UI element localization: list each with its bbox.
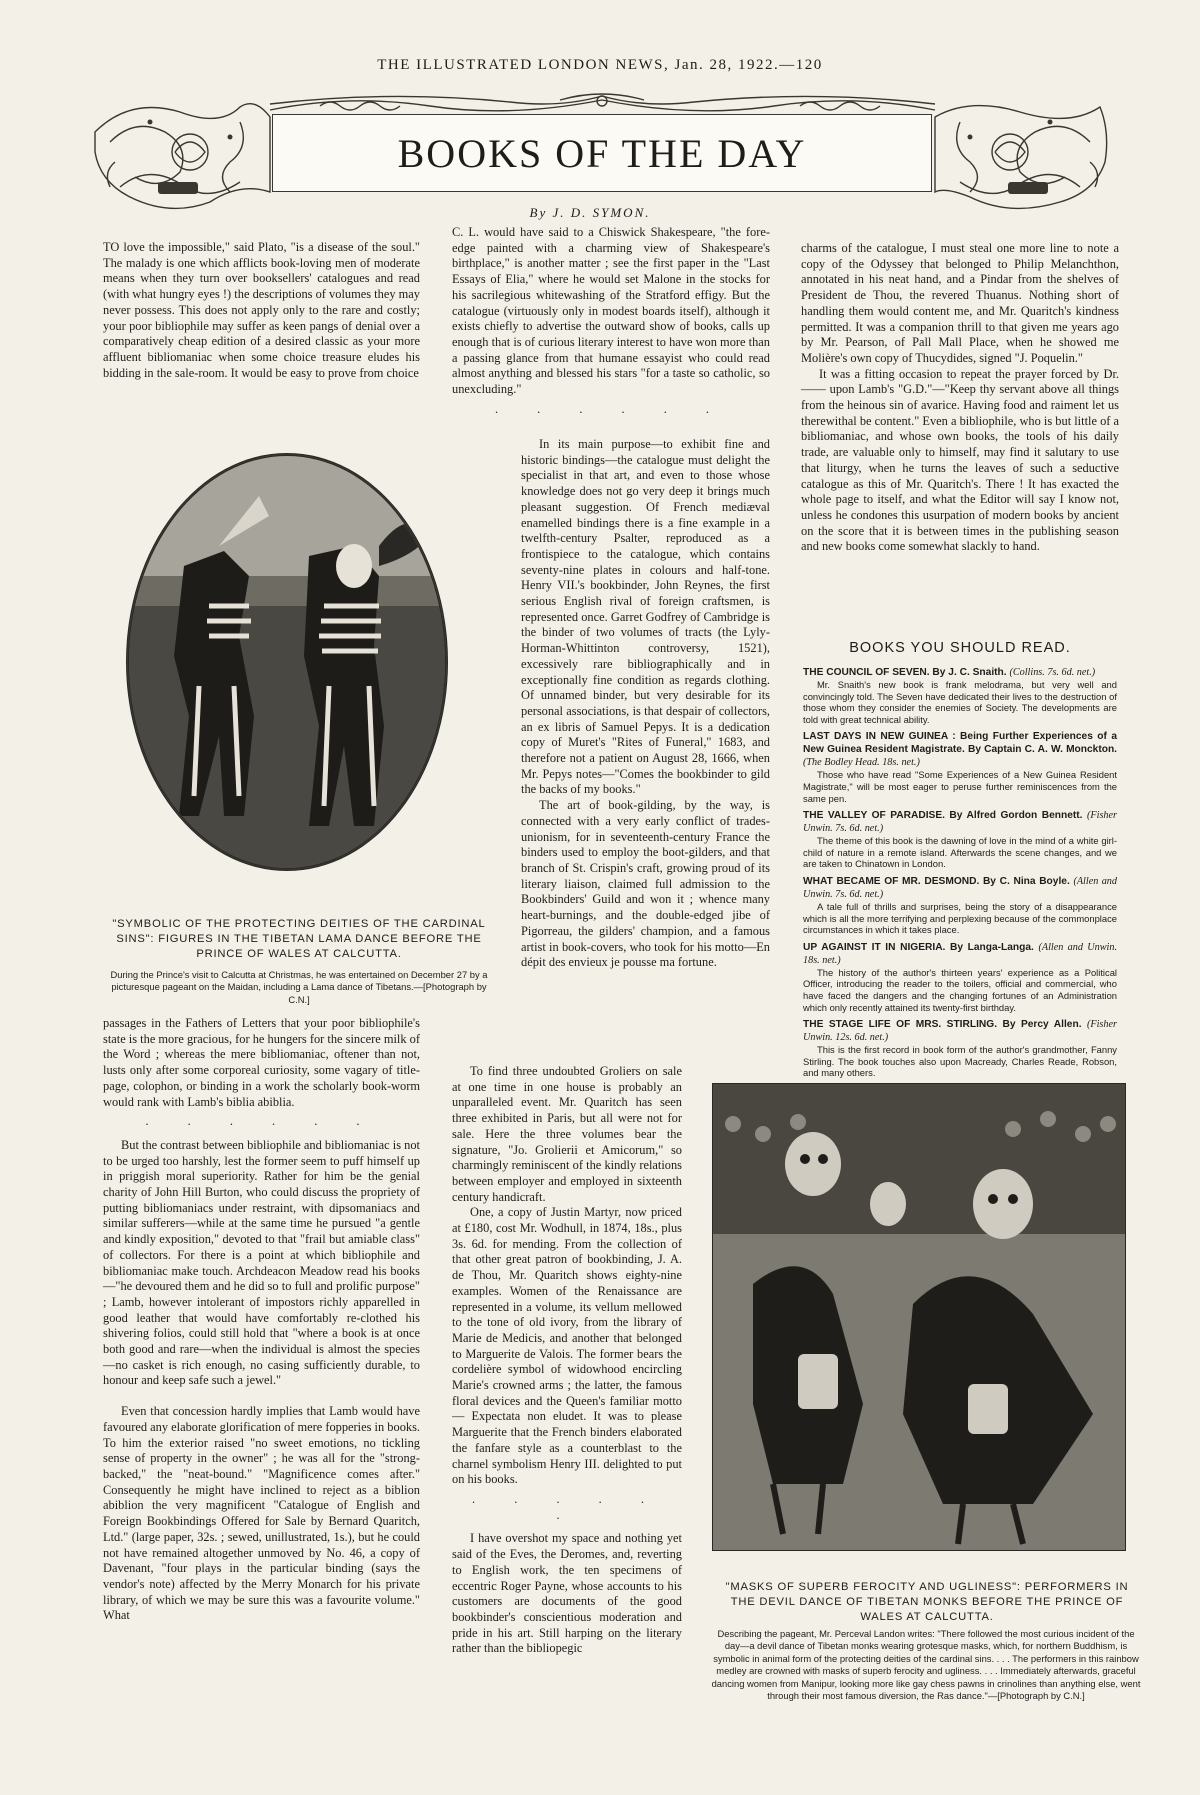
running-head: THE ILLUSTRATED LONDON NEWS, Jan. 28, 1922.—120 — [377, 57, 823, 73]
paragraph: To find three undoubted Groliers on sale at one time in one house is probably an unparalleled event. Mr. Quaritch has seen three exhibited in Paris, but all were not for sale. Here the three volumes bear the signature, "Jo. Grolierii et Amicorum," so charmingly reminiscent of the kindly relations between employer and employed in sixteenth century handicraft. — [452, 1064, 682, 1204]
photo-2-caption-title: "MASKS OF SUPERB FEROCITY AND UGLINESS": PERFORMERS IN THE DEVIL DANCE OF TIBETAN MONKS BEFORE THE PRINCE OF WALES AT CALCUTTA. — [725, 1581, 1129, 1623]
book-publisher: (Fisher Unwin. 12s. 6d. net.) — [803, 1019, 1117, 1044]
book-list — [803, 666, 1117, 1084]
book-title: THE COUNCIL OF SEVEN. By J. C. Snaith. — [803, 667, 1007, 678]
paragraph: It was a fitting occasion to repeat the prayer forced by Dr. —— upon Lamb's "G.D."—"Keep thy servant above all things from the heinous sin of avarice. Having food and raiment let us therewithal be content." Even a bibliophile, who is but little of a bibliomaniac, and whose own books, the tools of his daily trade, are valuable only to himself, may find it salutary to use that liturgy, when he turns the leaves of such a seductive catalogue as this of Mr. Quaritch's. There ! It has exacted the whole page to itself, and what the Editor will say I know not, unless he condones this usurpation of modern books by ancient on the score that it is between times in the publishing season and new books come somewhat slackly to hand. — [801, 366, 1119, 554]
photo-1-caption-title: "SYMBOLIC OF THE PROTECTING DEITIES OF THE CARDINAL SINS": FIGURES IN THE TIBETAN LAMA DANCE BEFORE THE PRINCE OF WALES AT CALCUTTA. — [112, 918, 486, 960]
book-publisher: (Allen and Unwin. 18s. net.) — [803, 941, 1117, 966]
sidebar-heading: BOOKS YOU SHOULD READ. — [849, 640, 1071, 656]
book-title: WHAT BECAME OF MR. DESMOND. By C. Nina Boyle. — [803, 875, 1070, 887]
book-entry — [803, 809, 1117, 870]
paragraph: C. L. would have said to a Chiswick Shakespeare, "the fore-edge painted with a charming view of Shakespeare's birthplace," is another matter ; see the first paper in the "Last Essays of Elia," where he would set Malone in the stocks for his sacrilegious whitewashing of the Stratford effigy. But the catalogue (virtuously only in modest boards itself), although it exists chiefly to advertise the outward show of books, calls up enough that is of curious literary interest to have won more than a passing glance from that humane essayist who could read almost anything and blessed his stars "for a taste so catholic, so unexcluding." — [452, 225, 770, 397]
book-entry — [803, 941, 1117, 1013]
paragraph: One, a copy of Justin Martyr, now priced at £180, cost Mr. Wodhull, in 1874, 18s., plus 3s. 6d. for mending. From the collection of that other great patron of bookbinding, J. A. de Thou, Mr. Quaritch shows eighty-nine examples. Women of the Renaissance are represented in a volume, its vellum mellowed to the tone of old ivory, from the library of Marie de Medicis, and another that belonged to Marguerite de Valois. The former bears the cordelière symbol of widowhood encircling Marie's crowned arms ; the latter, the famous floral devices and the Queen's familiar motto — Expectata non eludet. It was to please Marguerite that the French binders elaborated the fanfare style as a counterblast to the charnel symbolism Henry III. delighted to put on his books. — [452, 1205, 682, 1487]
devil-dance-photo — [712, 1083, 1126, 1551]
book-title: THE STAGE LIFE OF MRS. STIRLING. By Percy Allen. — [803, 1019, 1082, 1031]
book-description: Mr. Snaith's new book is frank melodrama, but very well and convincingly told. The Seven have dedicated their lives to the destruction of those whom they consider the enemies of Society. The developments are told with great technical ability. — [803, 679, 1117, 725]
book-publisher: (Fisher Unwin. 7s. 6d. net.) — [803, 810, 1117, 835]
lama-dance-photo — [126, 453, 448, 871]
column-2-bottom — [452, 1064, 682, 1657]
photo-1-caption-body: During the Prince's visit to Calcutta at Christmas, he was entertained on December 27 by a picturesque pageant on the Maidan, including a Lama dance of Tibetans.—[Photograph by C.N.] — [110, 969, 488, 1005]
opening-paragraph: TO love the impossible," said Plato, "is a disease of the soul." The malady is one which afflicts book-loving men of moderate means when they turn over booksellers' catalogues and read (with what hungry eyes !) the descriptions of volumes they may never possess. This does not apply only to the rare and costly; your poor bibliophile may suffer as keen pangs of denial over a comparatively cheap edition of a desired classic as your more affluent bibliomaniac when some choice treasure eludes his bidding in the sale-room. It would be easy to prove from choice — [103, 240, 420, 380]
book-description: The history of the author's thirteen years' experience as a Political Officer, introducing the reader to the toilers, official and commercial, who have faced the dangers and the changing fortunes of an Administration which only recently attained its twenty-first birthday. — [803, 966, 1117, 1013]
column-1-bottom — [103, 1016, 420, 1624]
book-description: Those who have read "Some Experiences of a New Guinea Resident Magistrate," will be most eager to peruse further reminiscences from the same pen. — [803, 769, 1117, 804]
devil-dance-illustration — [713, 1084, 1125, 1550]
book-entry — [803, 875, 1117, 936]
paragraph: But the contrast between bibliophile and bibliomaniac is not to be urged too harshly, lest the former seem to puff himself up in priggish moral superiority. Rather for him be the genial charity of John Hill Burton, who could discuss the propriety of putting bibliomaniacs under restraint, with dipsomaniacs and similar sufferers—while at the same time he pursued "a gentle and kindly exposition," devoted to that "frail but amiable class" of collectors. For there is a point at which bibliophile and bibliomaniac make touch. Archdeacon Meadow read his books—"he devoured them and he did so to full and prolific purpose" ; Lamb, however intolerant of impostors richly apparelled in good leather that would have comfortably re-clothed his shivering folios, could still hold that "where a book is at once both good and rare—when the individual is almost the species—no casket is rich enough, no casing sufficiently durable, to honour and keep safe such a jewel." — [103, 1137, 420, 1388]
section-break: . . . . . . — [145, 1114, 378, 1129]
section-break: . . . . . . — [472, 1491, 662, 1522]
ornamental-banner — [90, 92, 1115, 222]
paragraph: Even that concession hardly implies that Lamb would have favoured any elaborate glorification of mere fopperies in books. To him the exterior raised "no sweet emotions, no tickling sense of property in the owner" ; he was all for the "strong-backed," the "neat-bound." "Magnificence comes after." Consequently he might have inclined to reject as a biblion abiblion the very magnificent "Catalogue of English and Foreign Bookbindings Offered for Sale by Bernard Quaritch, Ltd." (large paper, 32s. ; sewed, unillustrated, 1s.), but he could not have remained altogether unmoved by No. 46, a copy of Davenant, "four plays in the particular binding (says the vendor's note) affected by the Merry Monarch for his private library, of which we may be sure this was a favourite volume." What — [103, 1404, 420, 1623]
column-2-top — [452, 225, 770, 425]
book-description: This is the first record in book form of the author's grandmother, Fanny Stirling. The book touches also upon Macready, Charles Reade, Robson, and many others. — [803, 1044, 1117, 1079]
book-publisher: (Collins. 7s. 6d. net.) — [1009, 667, 1096, 678]
photo-2-caption-body: Describing the pageant, Mr. Perceval Landon writes: "There followed the most curious incident of the day—a devil dance of Tibetan monks wearing grotesque masks, which, for northern Buddhism, is symbolic in animal form of the protecting deities of the cardinal sins. . . . The performers in this rainbow medley are crowned with masks of superb ferocity and ugliness. . . . Immediately afterwards, graceful dancing women from Manipur, looking more like gay chess pawns in crinolines than anything else, went through their most famous diversion, the Ras dance."—[Photograph by C.N.] — [711, 1628, 1141, 1702]
column-3-top — [801, 241, 1119, 555]
book-entry — [803, 730, 1117, 804]
lama-dance-illustration — [129, 456, 445, 868]
column-1-top — [103, 240, 420, 381]
book-publisher: (Allen and Unwin. 7s. 6d. net.) — [803, 875, 1117, 900]
book-entry — [803, 1018, 1117, 1079]
book-title: THE VALLEY OF PARADISE. By Alfred Gordon Bennett. — [803, 810, 1083, 822]
book-publisher: (The Bodley Head. 18s. net.) — [803, 757, 920, 769]
paragraph: The art of book-gilding, by the way, is connected with a very early conflict of trades-unionism, for in seventeenth-century France the binders used to employ the boot-gilders, and that branch of St. Crispin's craft, growing proud of its literary liaison, claimed full admission to the Bookbinders' Guild and won it ; whence many heart-burnings, and the double-edged jibe of Pigorreau, the gilders' champion, and a famous artist in book-covers, who took for his motto—En dépit des envieux je pousse ma fortune. — [521, 798, 770, 970]
book-description: The theme of this book is the dawning of love in the mind of a white girl-child of nature in a remote island. Afterwards the scene changes, and we are taken to Chinatown in London. — [803, 835, 1117, 870]
paragraph: I have overshot my space and nothing yet said of the Eves, the Deromes, and, reverting to English work, the ten specimens of eccentric Roger Payne, whose accounts to his customers are documents of the good bookbinder's conscientious moderation and pride in his art. Still harping on the literary rather than the bibliopegic — [452, 1531, 682, 1656]
section-break: . . . . . . — [494, 401, 728, 416]
book-description: A tale full of thrills and surprises, being the story of a disappearance which is all the more terrifying and perplexing because of the commonplace circumstances in which it takes place. — [803, 900, 1117, 936]
book-entry — [803, 666, 1117, 725]
book-title: UP AGAINST IT IN NIGERIA. By Langa-Langa. — [803, 941, 1034, 953]
paragraph: charms of the catalogue, I must steal one more line to note a copy of the Odyssey that belonged to Philip Melanchthon, annotated in his neat hand, and a Pindar from the shelves of President de Thou, the revered Thuanus. Nothing short of handling them would content me, and Mr. Quaritch's kindness permitted. It was a companion thrill to that given me years ago by Mr. Pearson, of Pall Mall Place, when he showed me Molière's own copy of Thucydides, signed "J. Poquelin." — [801, 241, 1119, 365]
page-title: BOOKS OF THE DAY — [272, 114, 932, 192]
byline: By J. D. SYMON. — [529, 205, 651, 220]
paragraph: In its main purpose—to exhibit fine and historic bindings—the catalogue must delight the specialist in that art, and even to those whose knowledge does not go very deep it brings much pleasant suggestion. Of French mediæval enamelled bindings there is a fine example in a twelfth-century Psalter, reproduced as a frontispiece to the catalogue, which contains seventy-nine plates in colours and half-tone. Henry VII.'s bookbinder, John Reynes, the first serious English rival of foreign craftsmen, is represented once. Garret Godfrey of Cambridge is the binder of two volumes of tracts (the Lyly-Horman-Whittinton controversy, 1521), excessively rare bibliographically and in exceptionally fine condition as regards clothing. Of unnamed binder, but very desirable for its personal associations, is that despair of collectors, an ex libris of Samuel Pepys. It is a dedication copy of Muret's "Rites of Funeral," 1683, and therefore not a patient on August 28, 1666, when Mr. Pepys notes—"Comes the bookbinder to gild the backs of my books." — [521, 437, 770, 797]
column-2-middle — [521, 437, 770, 971]
paragraph: passages in the Fathers of Letters that your poor bibliophile's state is the more gracious, for he hungers for the sincere milk of the Word ; whereas the mere bibliomaniac, oftener than not, lusts only after some corporeal curiosity, some vagary of title-page, colophon, or binding in a work the scholarly book-worm would rank with Lamb's biblia abiblia. — [103, 1016, 420, 1109]
book-title: LAST DAYS IN NEW GUINEA : Being Further Experiences of a New Guinea Resident Magistrate. By Captain C. A. W. Monckton. — [803, 731, 1117, 756]
